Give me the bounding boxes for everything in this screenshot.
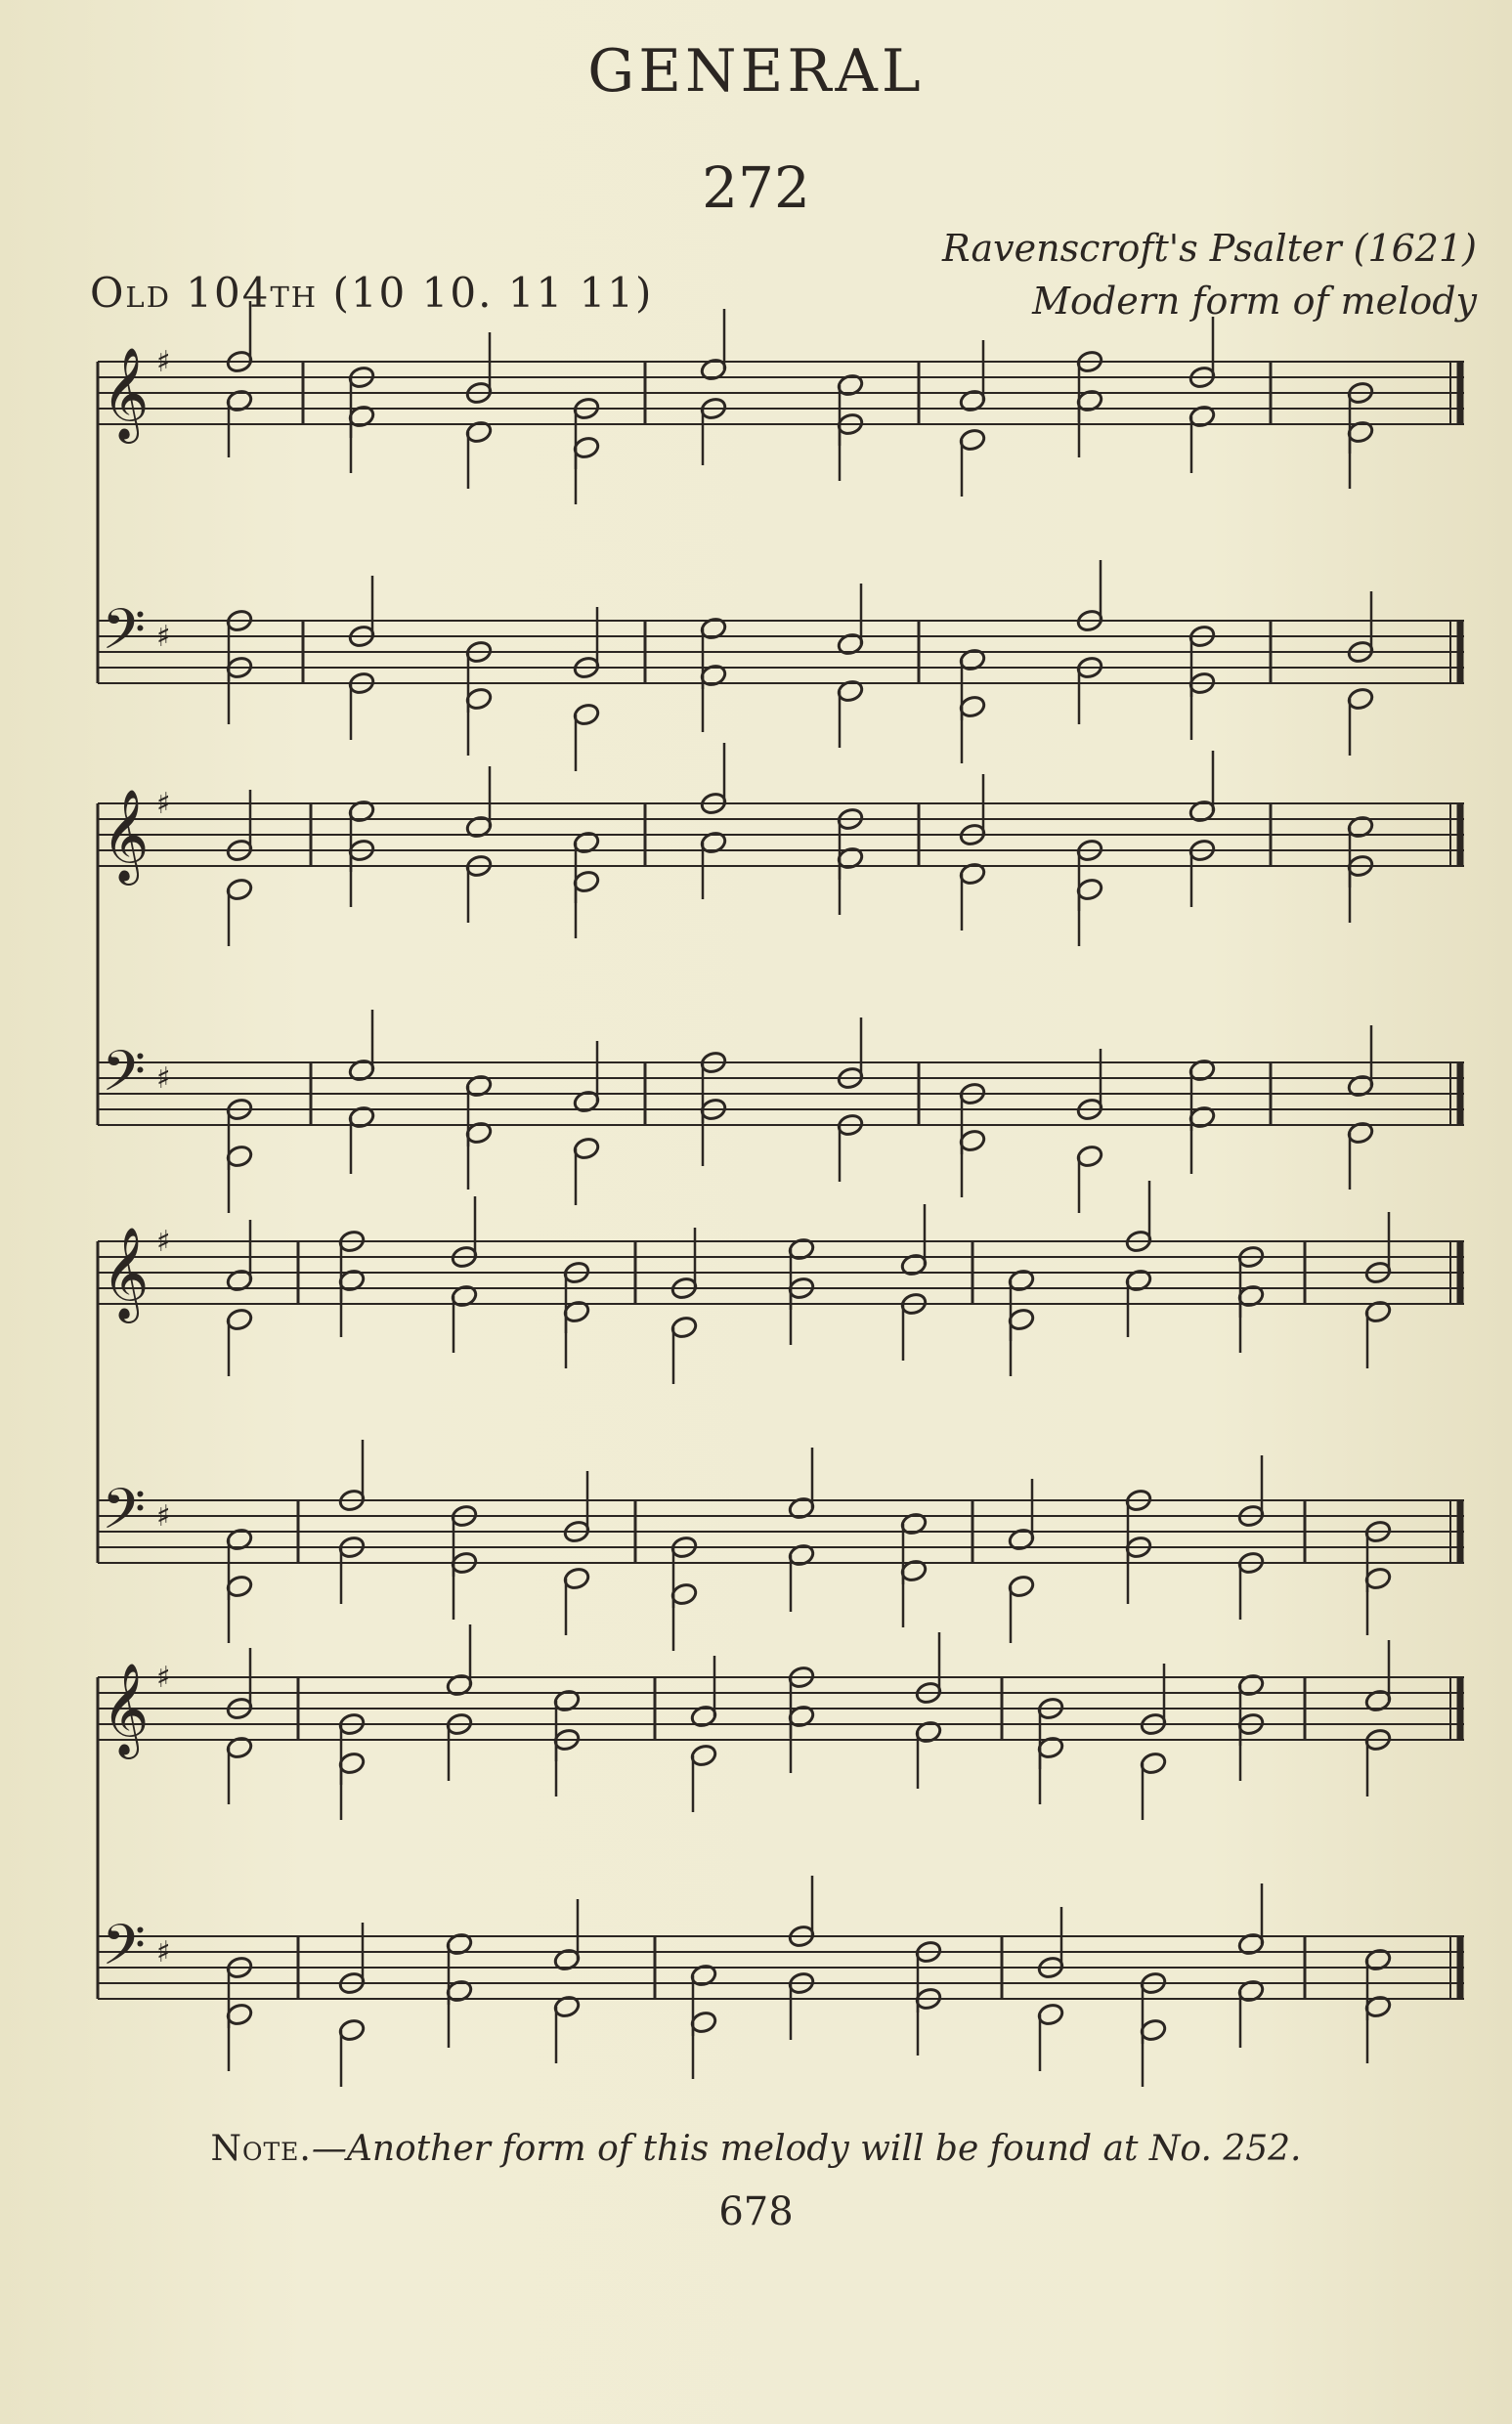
key-signature-sharp: ♯ bbox=[156, 1499, 171, 1534]
tune-metre: (10 10. 11 11) bbox=[332, 269, 654, 317]
treble-clef: 𝄞 bbox=[102, 1227, 150, 1320]
key-signature-sharp: ♯ bbox=[156, 1935, 171, 1970]
melody-form-note: Modern form of melody bbox=[1032, 280, 1477, 323]
hymn-number: 272 bbox=[702, 154, 810, 221]
key-signature-sharp: ♯ bbox=[156, 1661, 171, 1695]
treble-clef: 𝄞 bbox=[102, 1663, 150, 1755]
footnote bbox=[0, 2129, 1512, 2169]
tune-name: Old 104th bbox=[90, 269, 319, 317]
bass-clef: 𝄢 bbox=[102, 1476, 147, 1556]
key-signature-sharp: ♯ bbox=[156, 787, 171, 821]
source-attribution: Ravenscroft's Psalter (1621) bbox=[942, 227, 1477, 270]
footnote-text: —Another form of this melody will be found at No. 252. bbox=[311, 2129, 1302, 2169]
key-signature-sharp: ♯ bbox=[156, 1061, 171, 1096]
running-head: GENERAL bbox=[587, 37, 925, 106]
key-signature-sharp: ♯ bbox=[156, 345, 171, 379]
treble-clef: 𝄞 bbox=[102, 347, 150, 440]
treble-clef: 𝄞 bbox=[102, 789, 150, 882]
page-number: 678 bbox=[718, 2189, 794, 2234]
footnote-label: Note. bbox=[210, 2129, 312, 2169]
bass-clef: 𝄢 bbox=[102, 1912, 147, 1992]
bass-clef: 𝄢 bbox=[102, 1038, 147, 1118]
key-signature-sharp: ♯ bbox=[156, 1225, 171, 1259]
bass-clef: 𝄢 bbox=[102, 596, 147, 676]
key-signature-sharp: ♯ bbox=[156, 620, 171, 654]
